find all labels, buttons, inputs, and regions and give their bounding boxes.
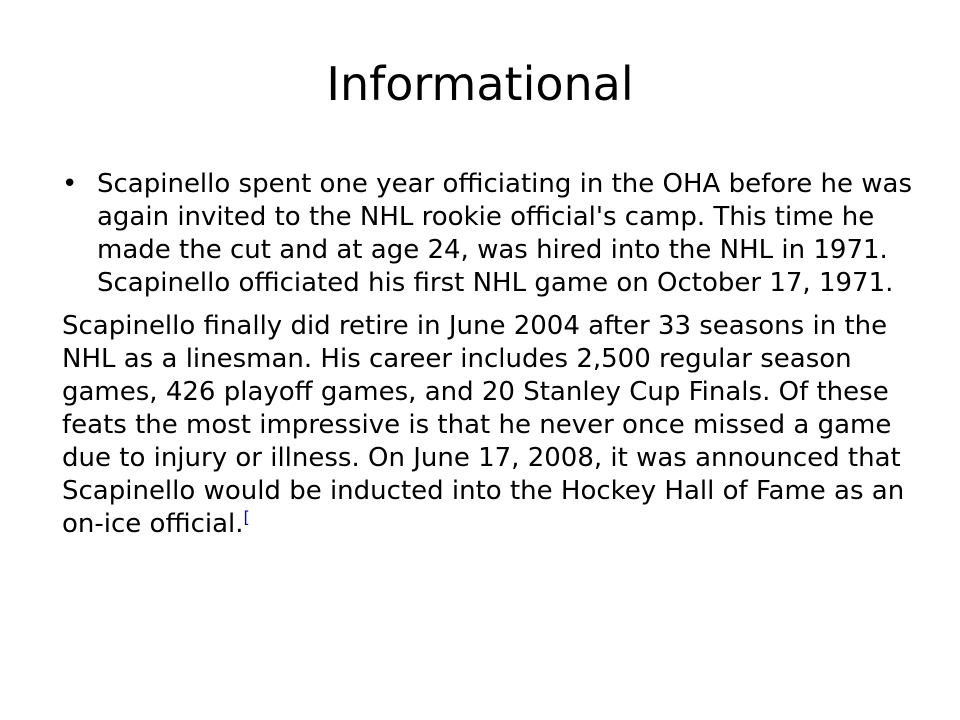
paragraph-text: Scapinello finally did retire in June 2004 after 33 seasons in the NHL as a linesman. His career includes 2,500 regular season games, 426 playoff games, and 20 Stanley Cup Finals. Of these feats the most impressive is that he never once missed a game due to injury or illness. On June 17, 2008, it was announced that Scapinello would be inducted into the Hockey Hall of Fame as an on-ice official. <box>62 311 905 539</box>
citation-link[interactable]: [ <box>243 507 250 527</box>
bullet-text: Scapinello spent one year officiating in the OHA before he was again invited to the NHL rookie official's camp. This time he made the cut and at age 24, was hired into the NHL in 1971. Scapinello officiated his first NHL game on October 17, 1971. <box>97 169 913 298</box>
bullet-marker: • <box>62 169 78 199</box>
body-paragraph <box>62 310 932 541</box>
slide-title: Informational <box>326 57 634 111</box>
bullet-item <box>62 168 932 300</box>
slide-content <box>62 168 932 541</box>
